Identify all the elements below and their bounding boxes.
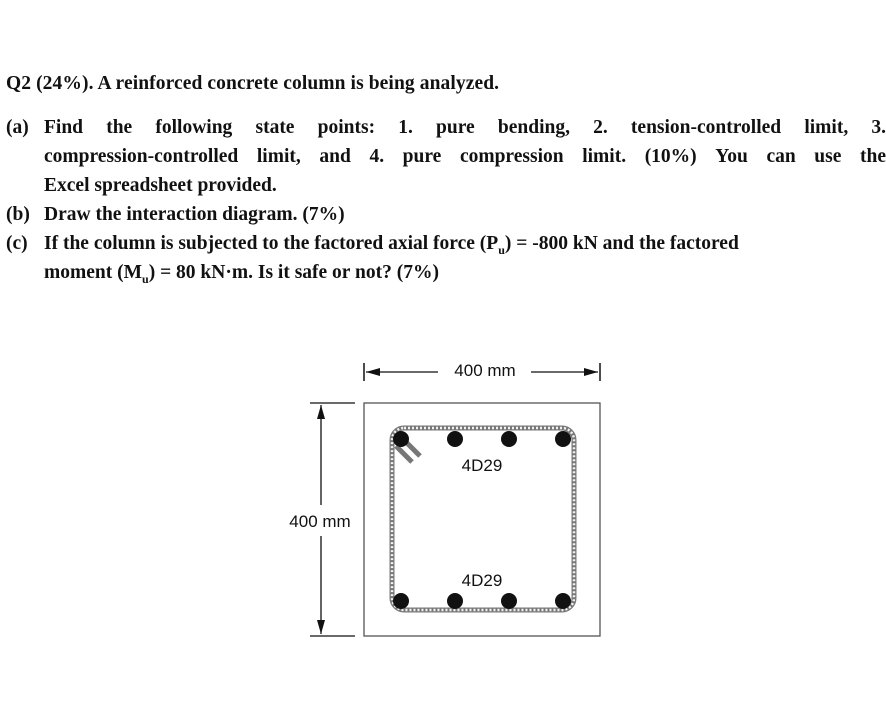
part-a-line1-word: 1.: [398, 117, 413, 138]
width-dimension: [364, 361, 600, 381]
height-dimension: [289, 403, 355, 636]
part-a-label: (a): [6, 117, 29, 138]
rebar-bottom-2: [447, 593, 463, 609]
part-c-sub-1: u: [498, 242, 505, 257]
part-c-label: (c): [6, 233, 28, 254]
part-a-line1-word: points:: [317, 117, 376, 138]
part-a-line2-word: compression-controlled: [44, 146, 239, 167]
part-a-line2-word: limit.: [582, 146, 627, 167]
part-a-line1-word: pure: [436, 117, 475, 138]
part-a-line2-word: pure: [402, 146, 442, 167]
part-a-line1-word: following: [155, 117, 233, 138]
part-a-line2-word: and: [319, 146, 351, 167]
part-b-text: Draw the interaction diagram. (7%): [44, 204, 345, 225]
rebar-top-4: [555, 431, 571, 447]
top-rebar-label: 4D29: [461, 456, 503, 475]
part-a-line1-word: Find: [44, 117, 84, 138]
part-a-line2-word: limit,: [256, 146, 301, 167]
part-a-line2-word: can: [766, 146, 796, 167]
part-b-label: (b): [6, 204, 30, 225]
part-a-line1-word: the: [106, 117, 133, 138]
rebar-bottom-3: [501, 593, 517, 609]
part-a-line2-word: compression: [459, 146, 564, 167]
height-dim-arrow-bottom: [317, 620, 325, 634]
part-c-text-1-end: ) = -800 kN and the factored: [504, 233, 739, 254]
width-dim-arrow-right: [584, 368, 598, 376]
part-a-text-line-3: Excel spreadsheet provided.: [44, 175, 277, 196]
part-a-line1-word: 2.: [593, 117, 608, 138]
part-a-line2-word: 4.: [369, 146, 385, 167]
rebar-bottom-1: [393, 593, 409, 609]
width-dim-arrow-left: [366, 368, 380, 376]
part-a-line1-word: tension-controlled: [630, 117, 782, 138]
part-a-line1-word: state: [255, 117, 295, 138]
part-c-sub-2: u: [142, 271, 149, 286]
part-c-text-2-end: ) = 80 kN·m. Is it safe or not? (7%): [148, 262, 439, 283]
bottom-rebar-label: 4D29: [461, 571, 503, 590]
rebar-top-3: [501, 431, 517, 447]
part-c-text-1: If the column is subjected to the factored axial force (P: [44, 233, 499, 254]
part-a-line2-word: You: [715, 146, 748, 167]
part-a-line1-word: limit,: [804, 117, 849, 138]
part-c-text-2: moment (M: [44, 262, 143, 283]
part-a-line2-word: use: [814, 146, 842, 167]
part-a-line2-word: the: [860, 146, 886, 167]
rebar-top-2: [447, 431, 463, 447]
rebar-top-1: [393, 431, 409, 447]
part-a-line1-word: 3.: [871, 117, 886, 138]
question-title: Q2 (24%). A reinforced concrete column is being analyzed.: [6, 73, 500, 94]
rebar-bottom-4: [555, 593, 571, 609]
part-a-line1-word: bending,: [497, 117, 570, 138]
width-dim-label: 400 mm: [454, 361, 516, 380]
height-dim-arrow-top: [317, 405, 325, 419]
part-a-line2-word: (10%): [644, 146, 697, 167]
height-dim-label: 400 mm: [289, 512, 351, 531]
